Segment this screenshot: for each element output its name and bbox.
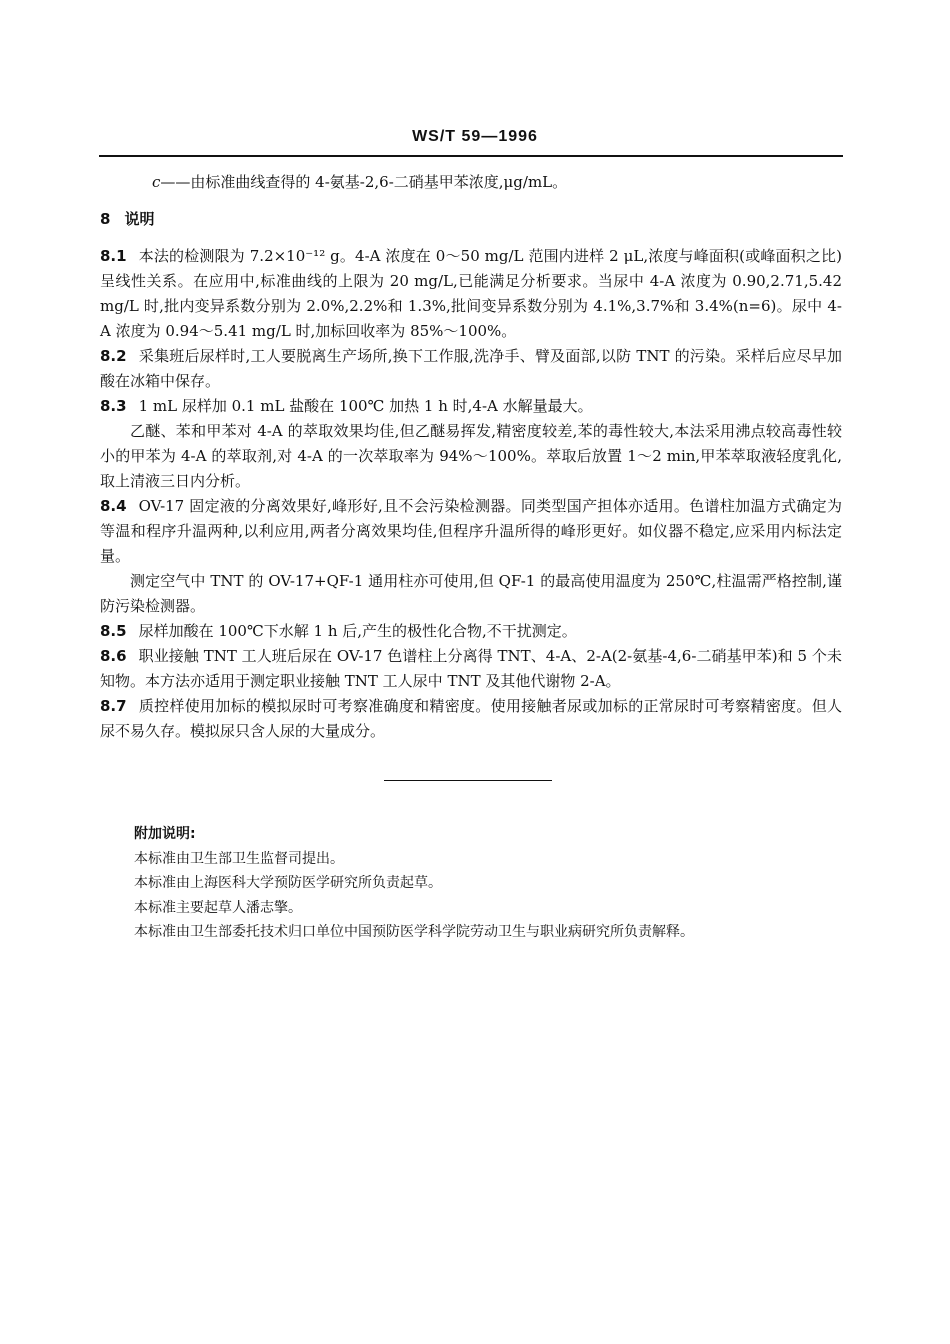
clause-number: 8.6	[100, 647, 127, 665]
variable-definition	[100, 170, 842, 195]
clause-8-4-continuation: 测定空气中 TNT 的 OV-17+QF-1 通用柱亦可使用,但 QF-1 的最高使用温度为 250℃,柱温需严格控制,谨防污染检测器。	[100, 572, 842, 615]
section-heading	[100, 207, 842, 232]
clause-text: 职业接触 TNT 工人班后尿在 OV-17 色谱柱上分离得 TNT、4-A、2-A(2-氨基-4,6-二硝基甲苯)和 5 个未知物。本方法亦适用于测定职业接触 TNT 工人尿中 TNT 及其他代谢物 2-A。	[100, 647, 842, 690]
variable-symbol: c	[152, 173, 161, 191]
clause-8-1	[100, 244, 842, 344]
section-title: 说明	[124, 210, 155, 228]
clause-text: 1 mL 尿样加 0.1 mL 盐酸在 100℃ 加热 1 h 时,4-A 水解量最大。	[138, 397, 593, 415]
section-number: 8	[100, 210, 111, 228]
clause-text: OV-17 固定液的分离效果好,峰形好,且不会污染检测器。同类型国产担体亦适用。色谱柱加温方式确定为等温和程序升温两种,以利应用,两者分离效果均佳,但程序升温所得的峰形更好。如仪器不稳定,应采用内标法定量。	[100, 497, 842, 565]
addendum-line: 本标准主要起草人潘志擎。	[134, 899, 302, 916]
clause-number: 8.2	[100, 347, 127, 365]
addendum-line: 本标准由卫生部委托技术归口单位中国预防医学科学院劳动卫生与职业病研究所负责解释。	[134, 924, 694, 940]
addendum-block	[134, 822, 834, 945]
clause-number: 8.4	[100, 497, 127, 515]
clause-number: 8.5	[100, 622, 127, 640]
clause-number: 8.3	[100, 397, 127, 415]
clause-number: 8.1	[100, 247, 127, 265]
standard-code-header: WS/T 59—1996	[412, 128, 538, 145]
end-divider	[384, 780, 552, 781]
clause-text: 尿样加酸在 100℃下水解 1 h 后,产生的极性化合物,不干扰测定。	[138, 622, 577, 640]
addendum-line: 本标准由上海医科大学预防医学研究所负责起草。	[134, 875, 442, 891]
variable-description: ——由标准曲线查得的 4-氨基-2,6-二硝基甲苯浓度,μg/mL。	[160, 173, 568, 191]
clause-8-5	[100, 619, 842, 644]
clause-number: 8.7	[100, 697, 127, 715]
clause-8-4	[100, 494, 842, 569]
clause-text: 质控样使用加标的模拟尿时可考察准确度和精密度。使用接触者尿或加标的正常尿时可考察精密度。但人尿不易久存。模拟尿只含人尿的大量成分。	[100, 697, 842, 740]
clause-text: 采集班后尿样时,工人要脱离生产场所,换下工作服,洗净手、臂及面部,以防 TNT 的污染。采样后应尽早加酸在冰箱中保存。	[100, 347, 842, 390]
document-body	[100, 170, 842, 744]
addendum-title: 附加说明:	[134, 826, 196, 842]
clause-8-3	[100, 394, 842, 419]
header-divider	[99, 155, 843, 157]
addendum-line: 本标准由卫生部卫生监督司提出。	[134, 850, 344, 867]
clause-8-6	[100, 644, 842, 694]
clause-8-3-continuation: 乙醚、苯和甲苯对 4-A 的萃取效果均佳,但乙醚易挥发,精密度较差,苯的毒性较大,本法采用沸点较高毒性较小的甲苯为 4-A 的萃取剂,对 4-A 的一次萃取率为 94%～100%。萃取后放置 1～2 min,甲苯萃取液轻度乳化,取上清液三日内分析。	[100, 422, 842, 490]
clause-8-7	[100, 694, 842, 744]
clause-8-2	[100, 344, 842, 394]
clause-text: 本法的检测限为 7.2×10⁻¹² g。4-A 浓度在 0～50 mg/L 范围内进样 2 μL,浓度与峰面积(或峰面积之比)呈线性关系。在应用中,标准曲线的上限为 20 mg/L,已能满足分析要求。当尿中 4-A 浓度为 0.90,2.71,5.42 mg/L 时,批内变异系数分别为 2.0%,2.2%和 1.3%,批间变异系数分别为 4.1%,3.7%和 3.4%(n=6)。尿中 4-A 浓度为 0.94～5.41 mg/L 时,加标回收率为 85%～100%。	[100, 247, 842, 340]
